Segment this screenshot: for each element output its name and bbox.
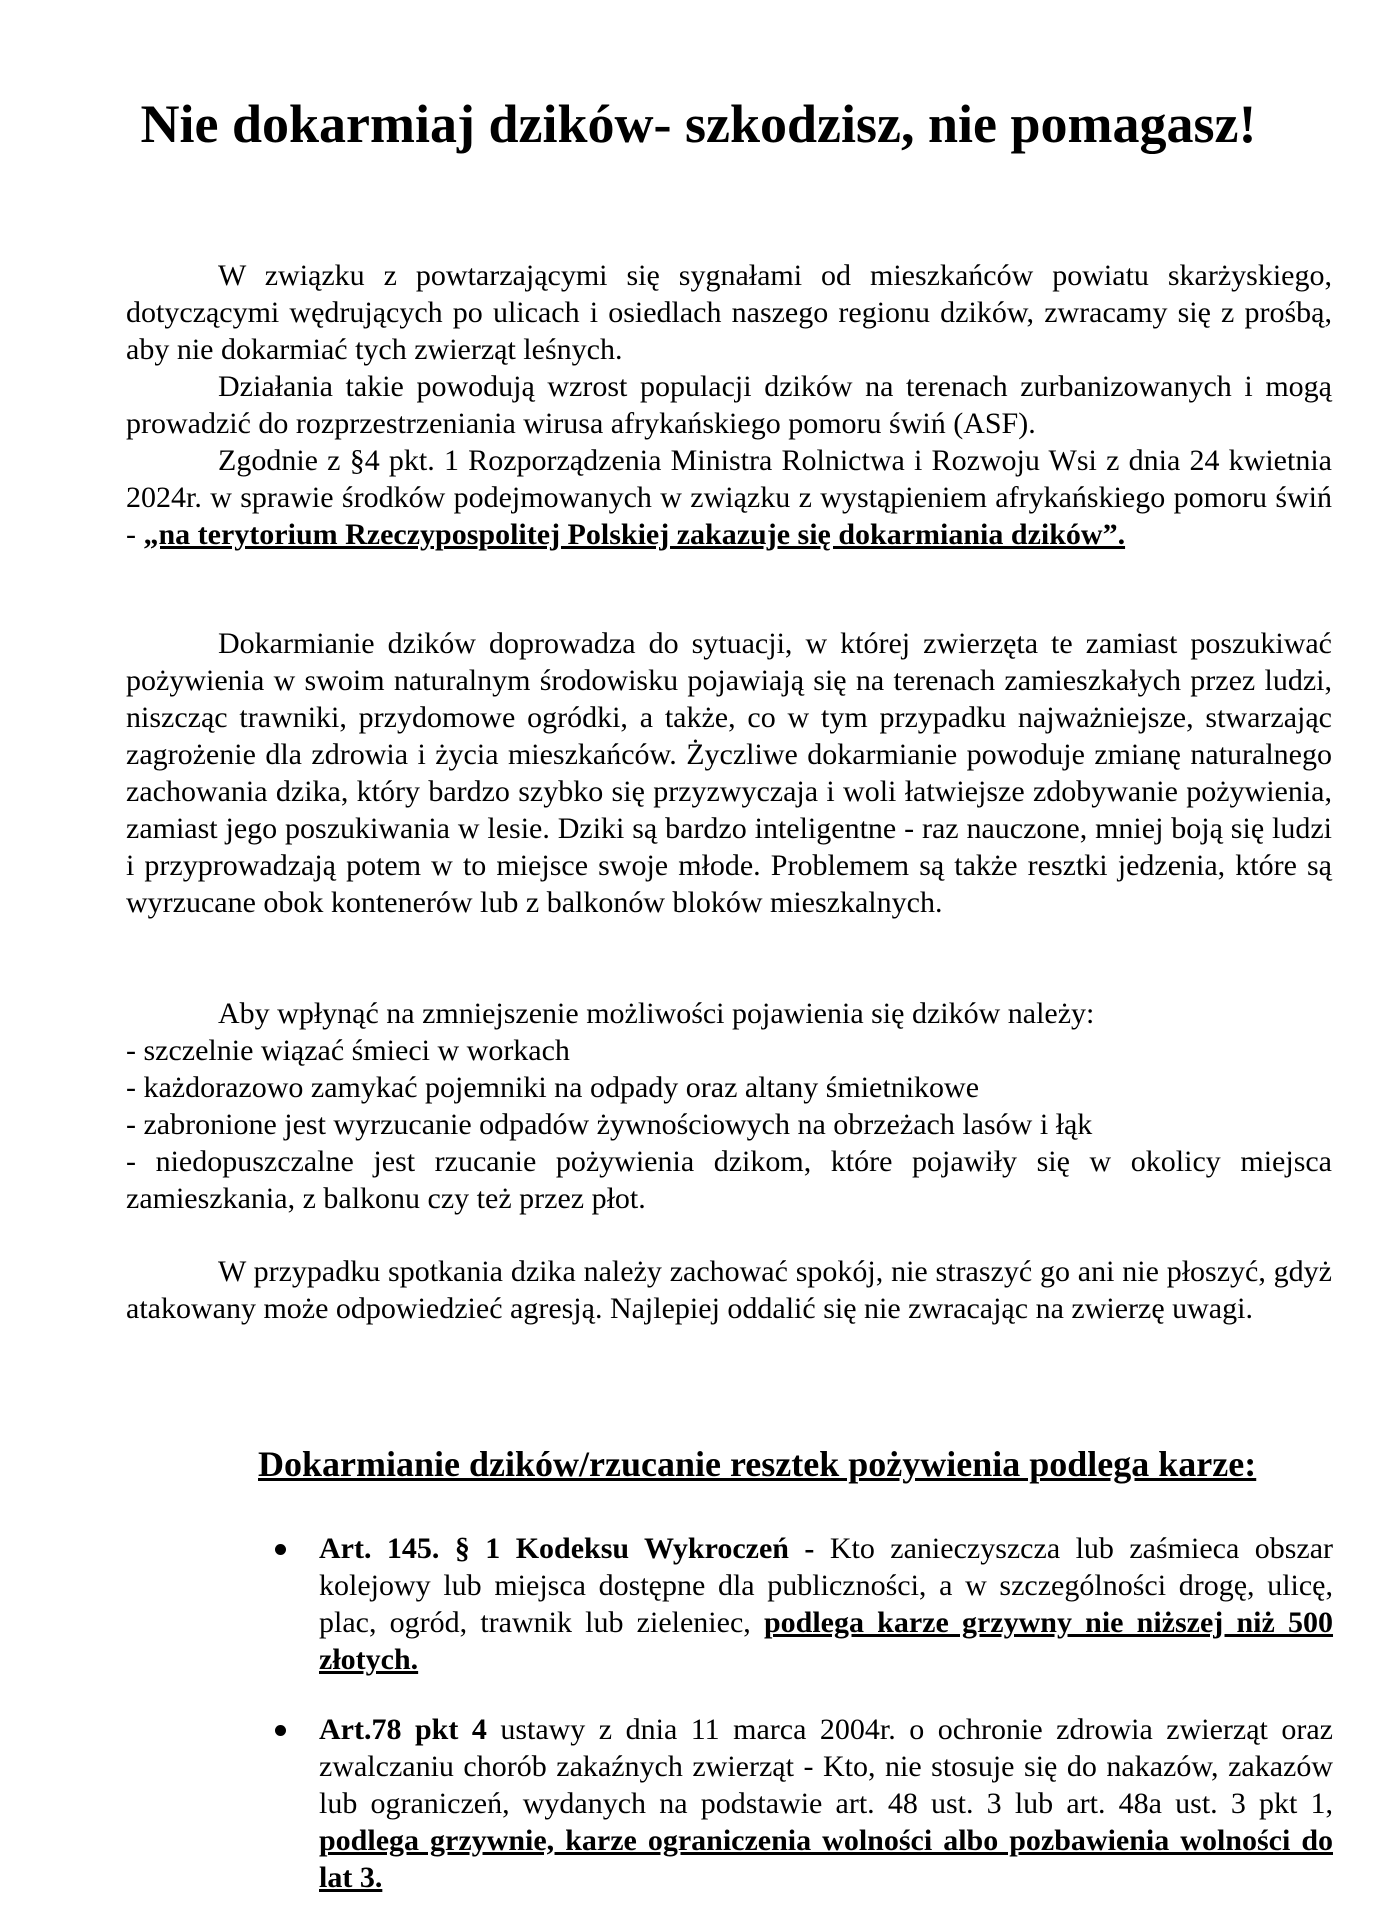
paragraph-population: Działania takie powodują wzrost populacji dzików na terenach zurbanizowanych i mogą prowadzić do rozprzestrzeniania wirusa afrykańskiego pomoru świń (ASF). xyxy=(126,370,1332,440)
prevention-section xyxy=(126,995,1332,1217)
penalty-description: Kto zanieczyszcza lub zaśmieca obszar kolejowy lub miejsca dostępne dla publiczności, a w szczególności drogę, ulicę, plac, ogród, trawnik lub zieleniec, xyxy=(319,1532,1333,1639)
document-title: Nie dokarmiaj dzików- szkodzisz, nie pomagasz! xyxy=(140,94,1257,154)
paragraph-intro: W związku z powtarzającymi się sygnałami od mieszkańców powiatu skarżyskiego, dotyczącymi wędrujących po ulicach i osiedlach naszego regionu dzików, zwracamy się z prośbą, aby nie dokarmiać tych zwierząt leśnych. xyxy=(126,259,1332,366)
penalty-sanction: podlega karze grzywny nie niższej niż 500 złotych. xyxy=(319,1606,1334,1676)
regulation-quote: „na terytorium Rzeczypospolitej Polskiej zakazuje się dokarmiania dzików”. xyxy=(143,518,1126,551)
prevention-item: - zabronione jest wyrzucanie odpadów żywnościowych na obrzeżach lasów i łąk xyxy=(126,1108,1093,1141)
regulation-text: Zgodnie z §4 pkt. 1 Rozporządzenia Ministra Rolnictwa i Rozwoju Wsi z dnia 24 kwietnia 2024r. w sprawie środków podejmowanych w związku z wystąpieniem afrykańskiego pomoru świń - xyxy=(126,444,1332,551)
paragraph-encounter: W przypadku spotkania dzika należy zachować spokój, nie straszyć go ani nie płoszyć, gdyż atakowany może odpowiedzieć agresją. Najlepiej oddalić się nie zwracając na zwierzę uwagi. xyxy=(126,1255,1332,1325)
penalty-sanction: podlega grzywnie, karze ograniczenia wolności albo pozbawienia wolności do lat 3. xyxy=(319,1824,1333,1894)
prevention-item: - szczelnie wiązać śmieci w workach xyxy=(126,1034,570,1067)
paragraph-regulation xyxy=(126,442,1332,553)
penalty-description: ustawy z dnia 11 marca 2004r. o ochronie zdrowia zwierząt oraz zwalczaniu chorób zakaźnych zwierząt - Kto, nie stosuje się do nakazów, zakazów lub ograniczeń, wydanych na podstawie art. 48 ust. 3 lub art. 48a ust. 3 pkt 1, xyxy=(319,1713,1333,1820)
bullet-icon xyxy=(275,1544,286,1555)
prevention-item: - każdorazowo zamykać pojemniki na odpady oraz altany śmietnikowe xyxy=(126,1071,980,1104)
prevention-intro: Aby wpłynąć na zmniejszenie możliwości pojawienia się dzików należy: xyxy=(218,997,1095,1030)
penalty-item-kodeks xyxy=(275,1530,1333,1678)
paragraph-consequences: Dokarmianie dzików doprowadza do sytuacji, w której zwierzęta te zamiast poszukiwać pożywienia w swoim naturalnym środowisku pojawiają się na terenach zamieszkałych przez ludzi, niszcząc trawniki, przydomowe ogródki, a także, co w tym przypadku najważniejsze, stwarzając zagrożenie dla zdrowia i życia mieszkańców. Życzliwe dokarmianie powoduje zmianę naturalnego zachowania dzika, który bardzo szybko się przyzwyczaja i woli łatwiejsze zdobywanie pożywienia, zamiast jego poszukiwania w lesie. Dziki są bardzo inteligentne - raz nauczone, mniej boją się ludzi i przyprowadzają potem w to miejsce swoje młode. Problemem są także resztki jedzenia, które są wyrzucane obok kontenerów lub z balkonów bloków mieszkalnych. xyxy=(126,627,1332,919)
prevention-item: - niedopuszczalne jest rzucanie pożywienia dzikom, które pojawiły się w okolicy miejsca zamieszkania, z balkonu czy też przez płot. xyxy=(126,1145,1332,1215)
penalties-list-second xyxy=(275,1711,1333,1896)
penalties-list xyxy=(275,1530,1333,1678)
penalty-reference: Art. 145. § 1 Kodeksu Wykroczeń - xyxy=(319,1532,815,1565)
penalties-heading: Dokarmianie dzików/rzucanie resztek pożywienia podlega karze: xyxy=(258,1444,1257,1484)
penalty-reference: Art.78 pkt 4 xyxy=(319,1713,487,1746)
bullet-icon xyxy=(275,1725,286,1736)
penalty-item-ustawa xyxy=(275,1711,1333,1896)
